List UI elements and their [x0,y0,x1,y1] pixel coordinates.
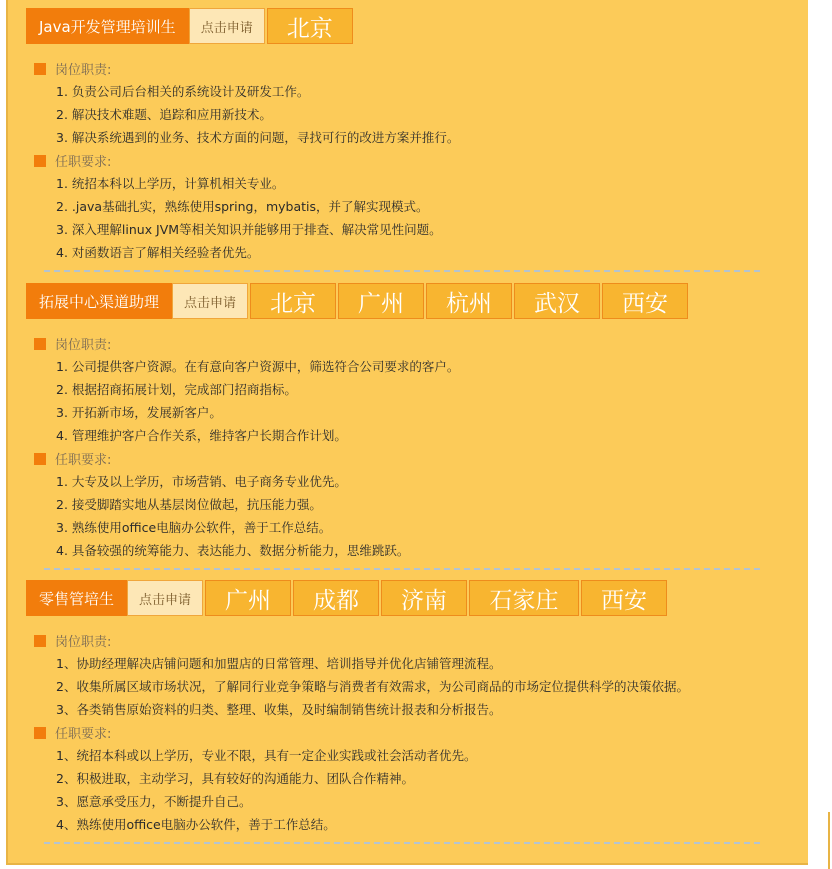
requirement-section-label [34,149,786,172]
requirement-item: 2. 接受脚踏实地从基层岗位做起，抗压能力强。 [56,497,322,512]
duty-item: 2. 根据招商拓展计划，完成部门招商指标。 [56,382,297,397]
requirement-label-text: 任职要求: [55,155,112,170]
city-tag: 西安 [581,580,667,616]
city-tag: 广州 [338,283,424,319]
job-details [26,629,786,836]
city-tag: 西安 [602,283,688,319]
edge-line [828,812,830,869]
duty-item: 2. 解决技术难题、追踪和应用新技术。 [56,107,272,122]
requirement-item: 2、积极进取，主动学习，具有较好的沟通能力、团队合作精神。 [56,771,414,786]
requirement-section-label [34,721,786,744]
duty-item: 1、协助经理解决店铺问题和加盟店的日常管理、培训指导并优化店铺管理流程。 [56,656,502,671]
duty-item: 3. 解决系统遇到的业务、技术方面的问题，寻找可行的改进方案并推行。 [56,130,460,145]
apply-button[interactable]: 点击申请 [189,8,265,44]
city-tag: 北京 [250,283,336,319]
city-tag: 成都 [293,580,379,616]
city-tag: 杭州 [426,283,512,319]
duty-item: 3. 开拓新市场，发展新客户。 [56,405,222,420]
job-details [26,57,786,264]
city-tag: 武汉 [514,283,600,319]
bullet-square-icon [34,727,46,739]
duty-label-text: 岗位职责: [55,635,112,650]
job-header [26,283,786,319]
job-posting-channel-assistant [26,283,786,570]
duty-label-text: 岗位职责: [55,63,112,78]
job-header [26,580,786,616]
requirement-label-text: 任职要求: [55,453,112,468]
job-posting-java [26,8,786,272]
duty-item: 2、收集所属区域市场状况，了解同行业竞争策略与消费者有效需求，为公司商品的市场定位提供科学的决策依据。 [56,679,689,694]
dashed-divider [44,270,760,272]
city-tag: 广州 [205,580,291,616]
requirement-item: 2. .java基础扎实，熟练使用spring，mybatis，并了解实现模式。 [56,199,429,214]
duty-item: 1. 公司提供客户资源。在有意向客户资源中，筛选符合公司要求的客户。 [56,359,460,374]
bullet-square-icon [34,63,46,75]
requirement-item: 3. 熟练使用office电脑办公软件，善于工作总结。 [56,520,332,535]
job-title: 拓展中心渠道助理 [26,283,172,319]
duty-section-label [34,629,786,652]
job-details [26,332,786,562]
requirement-item: 1. 大专及以上学历，市场营销、电子商务专业优先。 [56,474,347,489]
bullet-square-icon [34,453,46,465]
job-title: 零售管培生 [26,580,127,616]
bullet-square-icon [34,155,46,167]
duty-section-label [34,332,786,355]
duty-item: 4. 管理维护客户合作关系，维持客户长期合作计划。 [56,428,347,443]
job-title: Java开发管理培训生 [26,8,189,44]
requirement-item: 3. 深入理解linux JVM等相关知识并能够用于排查、解决常见性问题。 [56,222,442,237]
dashed-divider [44,568,760,570]
dashed-divider [44,842,760,844]
requirement-item: 4. 对函数语言了解相关经验者优先。 [56,245,260,260]
city-tag: 北京 [267,8,353,44]
requirement-label-text: 任职要求: [55,727,112,742]
bullet-square-icon [34,635,46,647]
duty-label-text: 岗位职责: [55,338,112,353]
duty-item: 3、各类销售原始资料的归类、整理、收集，及时编制销售统计报表和分析报告。 [56,702,502,717]
apply-button[interactable]: 点击申请 [127,580,203,616]
requirement-item: 4、熟练使用office电脑办公软件，善于工作总结。 [56,817,336,832]
city-tag: 济南 [381,580,467,616]
requirement-item: 4. 具备较强的统筹能力、表达能力、数据分析能力，思维跳跃。 [56,543,410,558]
duty-section-label [34,57,786,80]
duty-item: 1. 负责公司后台相关的系统设计及研发工作。 [56,84,310,99]
requirement-item: 1. 统招本科以上学历，计算机相关专业。 [56,176,285,191]
apply-button[interactable]: 点击申请 [172,283,248,319]
bullet-square-icon [34,338,46,350]
city-tag: 石家庄 [469,580,579,616]
requirement-section-label [34,447,786,470]
requirement-item: 1、统招本科或以上学历，专业不限，具有一定企业实践或社会活动者优先。 [56,748,477,763]
job-posting-retail-trainee [26,580,786,844]
requirement-item: 3、愿意承受压力，不断提升自己。 [56,794,252,809]
job-header [26,8,786,44]
